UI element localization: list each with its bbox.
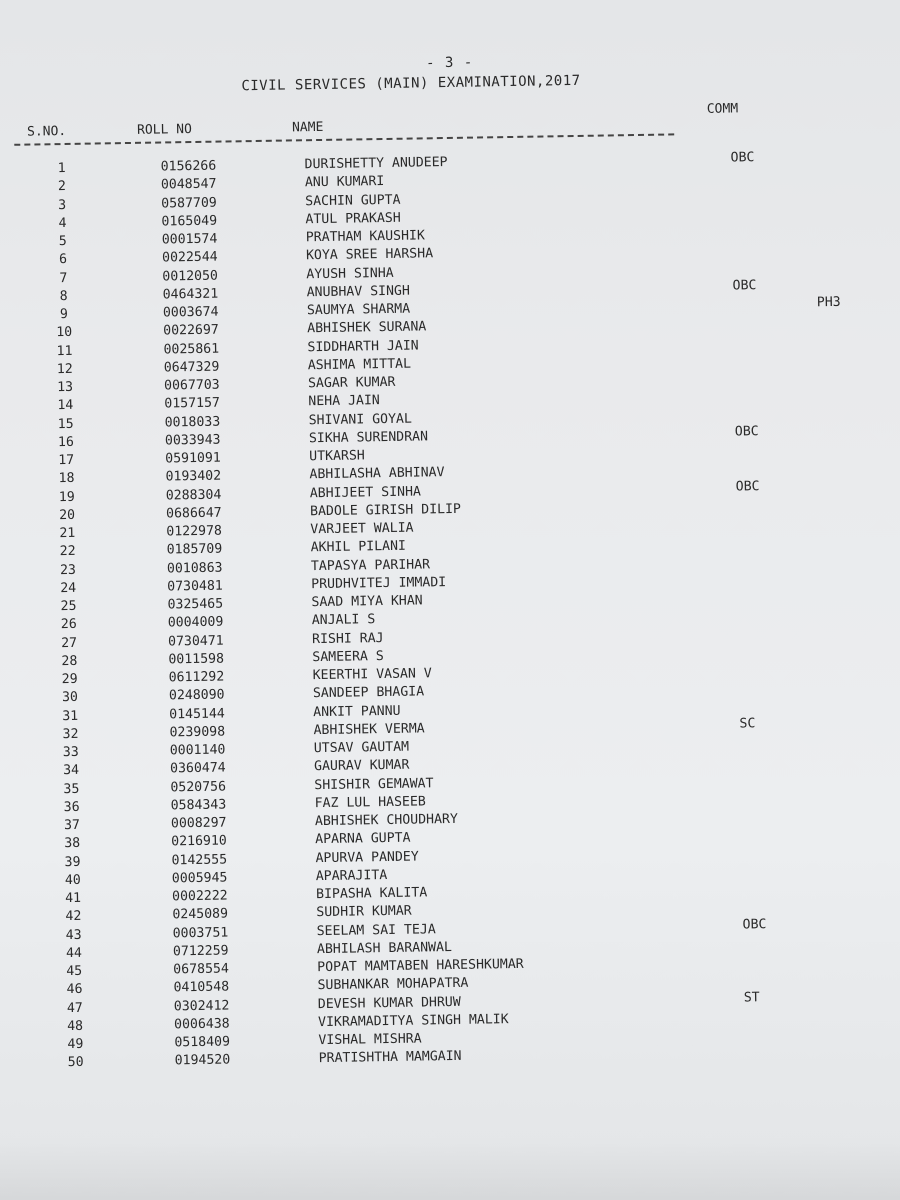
candidate-name: UTKARSH bbox=[309, 448, 365, 465]
serial-number: 39 bbox=[64, 854, 81, 870]
candidate-name: SAGAR KUMAR bbox=[307, 374, 396, 392]
roll-number: 0587709 bbox=[161, 195, 217, 211]
roll-number: 0010863 bbox=[166, 560, 223, 576]
roll-number: 0018033 bbox=[164, 414, 221, 430]
serial-number: 29 bbox=[61, 671, 78, 688]
candidate-name: KEERTHI VASAN V bbox=[312, 666, 432, 684]
roll-number: 0216910 bbox=[171, 833, 227, 850]
serial-number: 35 bbox=[63, 781, 80, 797]
serial-number: 7 bbox=[59, 270, 68, 286]
candidate-name: SACHIN GUPTA bbox=[305, 192, 401, 209]
serial-number: 22 bbox=[59, 544, 76, 560]
candidate-name: SEELAM SAI TEJA bbox=[316, 921, 436, 939]
candidate-name: ANJALI S bbox=[311, 612, 376, 629]
roll-number: 0022544 bbox=[161, 249, 218, 266]
candidate-name: SAUMYA SHARMA bbox=[306, 301, 411, 319]
candidate-name: VARJEET WALIA bbox=[310, 520, 414, 538]
roll-number: 0647329 bbox=[163, 359, 220, 376]
serial-number: 17 bbox=[58, 452, 75, 469]
serial-number: 32 bbox=[62, 726, 79, 742]
serial-number: 34 bbox=[63, 763, 80, 779]
serial-number: 41 bbox=[65, 890, 82, 907]
community: SC bbox=[739, 715, 756, 732]
roll-number: 0302412 bbox=[173, 998, 230, 1014]
roll-number: 0004009 bbox=[167, 614, 224, 631]
community: OBC bbox=[735, 478, 760, 495]
candidate-name: GAURAV KUMAR bbox=[313, 757, 410, 775]
candidate-name: SHIVANI GOYAL bbox=[308, 411, 412, 428]
serial-number: 6 bbox=[58, 252, 68, 268]
roll-number: 0410548 bbox=[173, 979, 230, 996]
candidate-name: SIDDHARTH JAIN bbox=[307, 337, 419, 355]
candidate-name: KOYA SREE HARSHA bbox=[305, 246, 434, 264]
serial-number: 11 bbox=[56, 343, 73, 359]
roll-number: 0712259 bbox=[172, 943, 229, 960]
community: OBC bbox=[732, 277, 757, 294]
candidate-name: RISHI RAJ bbox=[311, 630, 384, 647]
serial-number: 28 bbox=[61, 653, 78, 669]
candidate-name: SANDEEP BHAGIA bbox=[312, 684, 425, 702]
serial-number: 46 bbox=[66, 982, 83, 998]
community: OBC bbox=[734, 423, 759, 440]
candidate-name: SAAD MIYA KHAN bbox=[311, 593, 423, 611]
serial-number: 23 bbox=[59, 562, 77, 578]
candidate-name: ASHIMA MITTAL bbox=[307, 356, 412, 373]
roll-number: 0145144 bbox=[169, 706, 225, 722]
candidate-name: APARAJITA bbox=[315, 867, 388, 884]
serial-number: 19 bbox=[58, 489, 75, 505]
serial-number: 47 bbox=[66, 1000, 83, 1016]
candidate-name: VIKRAMADITYA SINGH MALIK bbox=[317, 1011, 509, 1030]
roll-number: 0591091 bbox=[165, 450, 221, 467]
candidate-name: SIKHA SURENDRAN bbox=[308, 429, 429, 446]
candidate-name: PRATHAM KAUSHIK bbox=[305, 228, 425, 246]
header-roll-no: ROLL NO bbox=[136, 122, 192, 138]
candidate-name: SUBHANKAR MOHAPATRA bbox=[317, 976, 469, 994]
candidate-name: AYUSH SINHA bbox=[306, 265, 394, 282]
candidate-name: VISHAL MISHRA bbox=[318, 1031, 422, 1049]
serial-number: 49 bbox=[67, 1036, 84, 1053]
roll-number: 0239098 bbox=[169, 724, 226, 741]
serial-number: 4 bbox=[58, 215, 67, 231]
ph-category: PH3 bbox=[816, 294, 841, 311]
serial-number: 44 bbox=[65, 945, 83, 961]
serial-number: 38 bbox=[64, 836, 81, 852]
roll-number: 0142555 bbox=[171, 852, 228, 868]
serial-number: 21 bbox=[59, 525, 76, 542]
candidate-name: BIPASHA KALITA bbox=[315, 885, 428, 903]
serial-number: 16 bbox=[57, 434, 75, 450]
roll-number: 0001574 bbox=[161, 231, 218, 248]
roll-number: 0022697 bbox=[163, 322, 219, 339]
roll-number: 0730481 bbox=[167, 578, 223, 595]
roll-number: 0464321 bbox=[162, 286, 219, 303]
serial-number: 9 bbox=[59, 306, 69, 323]
candidate-name: ABHILASH BARANWAL bbox=[316, 939, 453, 957]
roll-number: 0067703 bbox=[163, 377, 220, 394]
roll-number: 0185709 bbox=[166, 541, 223, 558]
header-divider bbox=[14, 133, 674, 145]
candidate-name: ABHIJEET SINHA bbox=[309, 483, 422, 501]
candidate-name: BADOLE GIRISH DILIP bbox=[309, 501, 462, 519]
serial-number: 40 bbox=[64, 872, 81, 888]
serial-number: 24 bbox=[60, 580, 77, 596]
serial-number: 14 bbox=[57, 398, 74, 414]
roll-number: 0245089 bbox=[172, 906, 229, 923]
roll-number: 0157157 bbox=[164, 395, 221, 412]
candidate-name: PRATISHTHA MAMGAIN bbox=[318, 1049, 462, 1067]
roll-number: 0686647 bbox=[165, 505, 222, 522]
roll-number: 0194520 bbox=[174, 1052, 231, 1069]
roll-number: 0025861 bbox=[163, 341, 220, 357]
roll-number: 0005945 bbox=[171, 870, 228, 887]
candidate-name: PRUDHVITEJ IMMADI bbox=[311, 574, 447, 592]
candidate-name: TAPASYA PARIHAR bbox=[310, 556, 431, 574]
serial-number: 50 bbox=[67, 1055, 84, 1071]
candidate-name: APURVA PANDEY bbox=[315, 849, 419, 866]
candidate-name: AKHIL PILANI bbox=[310, 538, 407, 556]
roll-number: 0048547 bbox=[160, 176, 217, 193]
roll-number: 0001140 bbox=[169, 742, 226, 759]
candidate-name: FAZ LUL HASEEB bbox=[314, 794, 426, 811]
candidate-name: APARNA GUPTA bbox=[315, 830, 411, 848]
page-shadow bbox=[0, 1140, 900, 1200]
candidate-name: UTSAV GAUTAM bbox=[313, 739, 410, 757]
serial-number: 31 bbox=[62, 708, 79, 724]
roll-number: 0360474 bbox=[169, 760, 226, 777]
serial-number: 42 bbox=[65, 909, 82, 925]
document-title: CIVIL SERVICES (MAIN) EXAMINATION,2017 bbox=[241, 72, 581, 95]
serial-number: 26 bbox=[60, 617, 77, 633]
candidate-name: DEVESH KUMAR DHRUW bbox=[317, 994, 461, 1012]
serial-number: 8 bbox=[59, 288, 68, 304]
page-number: - 3 - bbox=[425, 54, 474, 72]
roll-number: 0165049 bbox=[161, 213, 218, 230]
serial-number: 5 bbox=[58, 233, 67, 250]
roll-number: 0002222 bbox=[171, 888, 228, 905]
serial-number: 48 bbox=[67, 1018, 84, 1034]
serial-number: 33 bbox=[62, 744, 79, 761]
community: OBC bbox=[730, 150, 755, 166]
candidate-name: POPAT MAMTABEN HARESHKUMAR bbox=[317, 956, 524, 976]
roll-number: 0006438 bbox=[173, 1016, 230, 1033]
candidate-name: ATUL PRAKASH bbox=[305, 210, 401, 227]
candidate-name: DURISHETTY ANUDEEP bbox=[304, 154, 448, 173]
roll-number: 0520756 bbox=[170, 779, 227, 795]
candidate-name: ABHISHEK SURANA bbox=[307, 319, 427, 337]
roll-number: 0156266 bbox=[160, 158, 217, 175]
community: OBC bbox=[742, 916, 767, 932]
serial-number: 20 bbox=[59, 507, 76, 523]
serial-number: 1 bbox=[57, 160, 66, 177]
roll-number: 0325465 bbox=[167, 596, 224, 613]
header-name: NAME bbox=[291, 119, 324, 136]
candidate-name: ABHILASHA ABHINAV bbox=[309, 465, 445, 483]
roll-number: 0248090 bbox=[168, 687, 225, 704]
candidate-name: ANU KUMARI bbox=[304, 174, 385, 191]
serial-number: 10 bbox=[56, 325, 73, 341]
serial-number: 25 bbox=[60, 598, 77, 615]
serial-number: 30 bbox=[61, 690, 79, 706]
header-sno: S.NO. bbox=[26, 123, 67, 140]
roll-number: 0584343 bbox=[170, 797, 227, 814]
candidate-name: SHISHIR GEMAWAT bbox=[314, 775, 434, 793]
serial-number: 45 bbox=[66, 963, 83, 980]
roll-number: 0122978 bbox=[166, 523, 223, 540]
roll-number: 0678554 bbox=[173, 961, 229, 978]
roll-number: 0611292 bbox=[168, 669, 225, 686]
roll-number: 0730471 bbox=[167, 633, 224, 649]
serial-number: 43 bbox=[65, 927, 82, 943]
roll-number: 0003674 bbox=[162, 304, 219, 321]
serial-number: 2 bbox=[57, 179, 67, 195]
candidate-name: SUDHIR KUMAR bbox=[316, 903, 412, 921]
candidate-name: ABHISHEK VERMA bbox=[313, 721, 425, 738]
serial-number: 36 bbox=[63, 799, 80, 815]
roll-number: 0193402 bbox=[165, 468, 222, 485]
roll-number: 0003751 bbox=[172, 925, 229, 941]
candidate-name: SAMEERA S bbox=[312, 648, 384, 665]
candidate-name: ABHISHEK CHOUDHARY bbox=[314, 811, 458, 830]
roll-number: 0008297 bbox=[170, 815, 227, 832]
serial-number: 18 bbox=[58, 471, 75, 487]
roll-number: 0518409 bbox=[174, 1034, 231, 1051]
community: ST bbox=[743, 989, 760, 1005]
roll-number: 0012050 bbox=[162, 268, 219, 284]
serial-number: 3 bbox=[58, 197, 67, 213]
serial-number: 37 bbox=[63, 817, 81, 834]
serial-number: 13 bbox=[57, 379, 74, 396]
candidate-name: ANKIT PANNU bbox=[313, 703, 401, 720]
roll-number: 0033943 bbox=[164, 432, 221, 449]
candidate-name: NEHA JAIN bbox=[308, 393, 380, 410]
roll-number: 0288304 bbox=[165, 487, 222, 503]
serial-number: 12 bbox=[56, 361, 73, 377]
header-comm: COMM bbox=[706, 101, 739, 117]
serial-number: 15 bbox=[57, 416, 74, 432]
roll-number: 0011598 bbox=[168, 651, 225, 668]
candidate-name: ANUBHAV SINGH bbox=[306, 283, 410, 300]
serial-number: 27 bbox=[61, 635, 78, 651]
